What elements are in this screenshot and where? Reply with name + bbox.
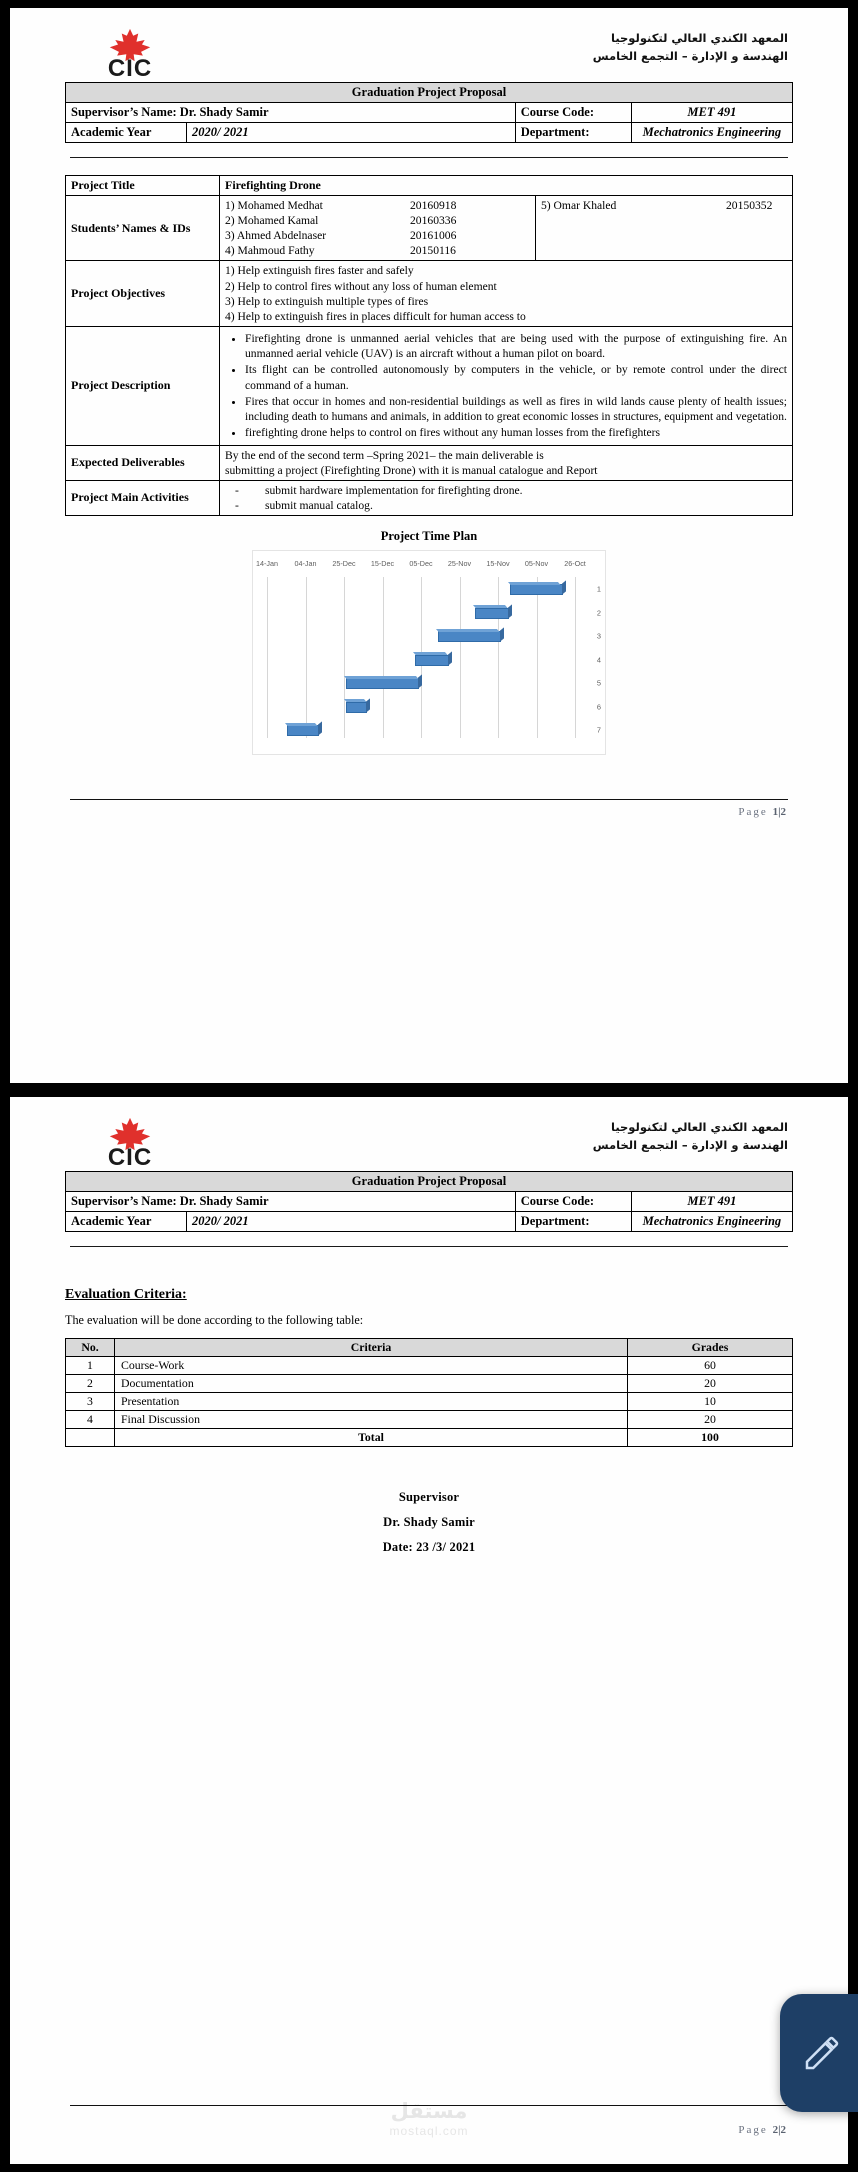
- table-row: [66, 445, 793, 480]
- signature-name: Dr. Shady Samir: [383, 1514, 475, 1529]
- column-header-grades: Grades: [628, 1338, 793, 1356]
- arabic-line-2: الهندسة و الإدارة – التجمع الخامس: [592, 48, 788, 63]
- objectives-value: [220, 261, 793, 326]
- gantt-bar: [415, 655, 449, 666]
- student-id: 20150116: [410, 244, 456, 258]
- description-value: [220, 326, 793, 445]
- list-item: 1) Help extinguish fires faster and safely: [225, 264, 414, 278]
- logo-text: CIC: [107, 55, 153, 82]
- project-details-table: [65, 175, 793, 516]
- activities-label: Project Main Activities: [66, 480, 220, 515]
- course-code-label: Course Code:: [515, 102, 631, 122]
- table-row: [66, 1171, 793, 1191]
- dash-marker: -: [235, 483, 239, 497]
- signature-block: [65, 1485, 793, 1560]
- deliverables-line-1: By the end of the second term –Spring 2021– the main deliverable is: [225, 448, 544, 462]
- y-axis-tick-label: 4: [596, 655, 601, 665]
- evaluation-intro: The evaluation will be done according to the following table:: [65, 1312, 364, 1327]
- department-label: Department:: [515, 1211, 631, 1231]
- course-code-label: Course Code:: [515, 1191, 631, 1211]
- student-name: 2) Mohamed Kamal: [225, 214, 319, 228]
- deliverables-label: Expected Deliverables: [66, 445, 220, 480]
- x-axis-tick-label: 15-Dec: [370, 559, 395, 569]
- page-value: 1|2: [772, 806, 786, 819]
- activity-text: submit hardware implementation for firefighting drone.: [265, 483, 523, 497]
- table-row: [66, 261, 793, 326]
- y-axis-tick-label: 2: [596, 608, 601, 618]
- signature-title: Supervisor: [398, 1489, 460, 1504]
- gridline: [267, 577, 268, 738]
- total-label: Total: [115, 1428, 628, 1446]
- document-page-2: [10, 1097, 848, 2164]
- row-criteria: Course-Work: [115, 1356, 628, 1374]
- letterhead: [10, 1097, 848, 1171]
- student-id: 20160918: [410, 199, 457, 213]
- list-item: [225, 198, 530, 213]
- gridline: [460, 577, 461, 738]
- table-row: [66, 175, 793, 196]
- institute-name-arabic: [593, 1115, 788, 1155]
- watermark-arabic: مستقل: [390, 2099, 468, 2123]
- table-row: [66, 102, 793, 122]
- supervisor-name: Supervisor’s Name: Dr. Shady Samir: [66, 102, 516, 122]
- x-axis-tick-label: 15-Nov: [486, 559, 510, 569]
- chart-title: Project Time Plan: [380, 529, 478, 544]
- table-row: [66, 82, 793, 102]
- watermark-latin: mostaql.com: [389, 2124, 469, 2138]
- gantt-bar: [287, 725, 319, 736]
- y-axis-tick-label: 5: [596, 678, 601, 688]
- x-axis-tick-label: 25-Dec: [332, 559, 356, 569]
- row-number: 2: [66, 1374, 115, 1392]
- supervisor-name: Supervisor’s Name: Dr. Shady Samir: [66, 1191, 516, 1211]
- list-item: • firefighting drone helps to control on fires without any human losses from the firefighters: [245, 425, 787, 440]
- academic-year-label: Academic Year: [66, 1211, 187, 1231]
- document-title: Graduation Project Proposal: [66, 82, 793, 102]
- table-row: [66, 1356, 793, 1374]
- y-axis-tick-label: 6: [596, 702, 601, 712]
- row-grade: 60: [628, 1356, 793, 1374]
- academic-year-value: 2020/ 2021: [187, 122, 516, 142]
- gridline: [306, 577, 307, 738]
- total-spacer: [66, 1428, 115, 1446]
- page-number-1: [10, 800, 848, 818]
- department-label: Department:: [515, 122, 631, 142]
- gridline: [537, 577, 538, 738]
- table-header-row: [66, 1338, 793, 1356]
- list-item: [225, 213, 530, 228]
- table-row: [66, 480, 793, 515]
- gantt-bar: [475, 608, 509, 619]
- deliverables-value: [220, 445, 793, 480]
- list-item: [225, 243, 530, 258]
- gridline: [498, 577, 499, 738]
- list-item: • Its flight can be controlled autonomously by computers in the vehicle, or by remote control under the direct command of a human.: [245, 362, 787, 393]
- student-name: 4) Mahmoud Fathy: [225, 244, 315, 258]
- gridline: [575, 577, 576, 738]
- course-code-value: MET 491: [631, 102, 792, 122]
- dash-marker: -: [235, 498, 239, 512]
- students-label: Students’ Names & IDs: [66, 196, 220, 261]
- row-criteria: Final Discussion: [115, 1410, 628, 1428]
- institute-name-arabic: [593, 26, 788, 66]
- y-axis-tick-label: 1: [596, 584, 601, 594]
- table-row: [66, 1392, 793, 1410]
- logo-text: CIC: [107, 1144, 153, 1171]
- row-number: 3: [66, 1392, 115, 1410]
- institute-logo: [70, 1115, 190, 1169]
- header-divider: [70, 157, 788, 158]
- table-row: [66, 326, 793, 445]
- document-page-1: [10, 8, 848, 1083]
- list-item: [225, 483, 787, 498]
- gridline: [344, 577, 345, 738]
- page-label: Page: [738, 2124, 768, 2136]
- gantt-bar: [346, 678, 420, 689]
- gridline: [383, 577, 384, 738]
- academic-year-label: Academic Year: [66, 122, 187, 142]
- evaluation-criteria-table: [65, 1338, 793, 1447]
- row-grade: 20: [628, 1374, 793, 1392]
- header-info-table: [65, 82, 793, 143]
- page-label: Page: [738, 806, 768, 819]
- project-title-label: Project Title: [66, 175, 220, 196]
- student-id: 20150352: [726, 199, 773, 213]
- arabic-line-2: الهندسة و الإدارة – التجمع الخامس: [592, 1137, 788, 1152]
- list-item: [225, 498, 787, 513]
- arabic-line-1: المعهد الكندي العالي لتكنولوجيا: [611, 1120, 788, 1134]
- student-name: 3) Ahmed Abdelnaser: [225, 229, 327, 243]
- arabic-line-1: المعهد الكندي العالي لتكنولوجيا: [611, 31, 788, 45]
- department-value: Mechatronics Engineering: [631, 122, 792, 142]
- students-column-2: [536, 196, 793, 261]
- list-item: [541, 198, 787, 213]
- x-axis-tick-label: 04-Jan: [294, 559, 317, 569]
- student-id: 20160336: [410, 214, 457, 228]
- x-axis-tick-label: 14-Jan: [256, 559, 278, 569]
- list-item: • Fires that occur in homes and non-residential buildings as well as fires in wild lands cause plenty of health issues; including death to humans and animals, in addition to great economic losses in structures, equipment and vegetation.: [245, 394, 787, 425]
- evaluation-heading: Evaluation Criteria:: [65, 1286, 187, 1302]
- description-bullets: [225, 331, 787, 441]
- gantt-bar: [510, 584, 562, 595]
- academic-year-value: 2020/ 2021: [187, 1211, 516, 1231]
- activities-value: [220, 480, 793, 515]
- page-number-2: [738, 2118, 848, 2136]
- row-number: 4: [66, 1410, 115, 1428]
- list-item: 2) Help to control fires without any loss of human element: [225, 279, 497, 293]
- description-label: Project Description: [66, 326, 220, 445]
- row-grade: 10: [628, 1392, 793, 1410]
- department-value: Mechatronics Engineering: [631, 1211, 792, 1231]
- institute-logo: [70, 26, 190, 80]
- y-axis-tick-label: 7: [596, 725, 601, 735]
- floating-edit-button[interactable]: [780, 1994, 858, 2112]
- student-name: 1) Mohamed Medhat: [225, 199, 323, 213]
- table-row: [66, 196, 793, 261]
- page-value: 2|2: [772, 2124, 786, 2136]
- footer-divider: [70, 2105, 788, 2106]
- table-row: [66, 122, 793, 142]
- gantt-bar: [346, 702, 368, 713]
- deliverables-line-2: submitting a project (Firefighting Drone) with it is manual catalogue and Report: [225, 463, 598, 477]
- list-item: [225, 228, 530, 243]
- x-axis-tick-label: 05-Dec: [409, 559, 433, 569]
- student-id: 20161006: [410, 229, 457, 243]
- total-value: 100: [628, 1428, 793, 1446]
- table-row: [66, 1410, 793, 1428]
- row-criteria: Documentation: [115, 1374, 628, 1392]
- gantt-bar: [438, 631, 501, 642]
- table-row: [66, 1428, 793, 1446]
- project-time-plan-chart: [252, 550, 606, 755]
- x-axis-tick-label: 26-Oct: [564, 559, 586, 569]
- pencil-edit-icon: [802, 2033, 842, 2073]
- column-header-criteria: Criteria: [115, 1338, 628, 1356]
- row-criteria: Presentation: [115, 1392, 628, 1410]
- table-row: [66, 1374, 793, 1392]
- table-row: [66, 1191, 793, 1211]
- list-item: 3) Help to extinguish multiple types of fires: [225, 294, 429, 308]
- project-title-value: Firefighting Drone: [220, 175, 793, 196]
- signature-date: Date: 23 /3/ 2021: [382, 1539, 476, 1554]
- row-grade: 20: [628, 1410, 793, 1428]
- student-name: 5) Omar Khaled: [541, 199, 617, 213]
- watermark: [389, 2101, 468, 2138]
- list-item: 4) Help to extinguish fires in places difficult for human access to: [225, 309, 526, 323]
- x-axis-tick-label: 25-Nov: [447, 559, 472, 569]
- y-axis-tick-label: 3: [596, 631, 601, 641]
- row-number: 1: [66, 1356, 115, 1374]
- column-header-no: No.: [66, 1338, 115, 1356]
- list-item: • Firefighting drone is unmanned aerial vehicles that are being used with the purpose of extinguishing fire. An unmanned aerial vehicle (UAV) is an aircraft without a human pilot on board.: [245, 331, 787, 362]
- table-row: [66, 1211, 793, 1231]
- students-column-1: [220, 196, 536, 261]
- header-info-table: [65, 1171, 793, 1232]
- objectives-label: Project Objectives: [66, 261, 220, 326]
- x-axis-tick-label: 05-Nov: [524, 559, 549, 569]
- letterhead: [10, 8, 848, 82]
- document-title: Graduation Project Proposal: [66, 1171, 793, 1191]
- course-code-value: MET 491: [631, 1191, 792, 1211]
- activity-text: submit manual catalog.: [265, 498, 373, 512]
